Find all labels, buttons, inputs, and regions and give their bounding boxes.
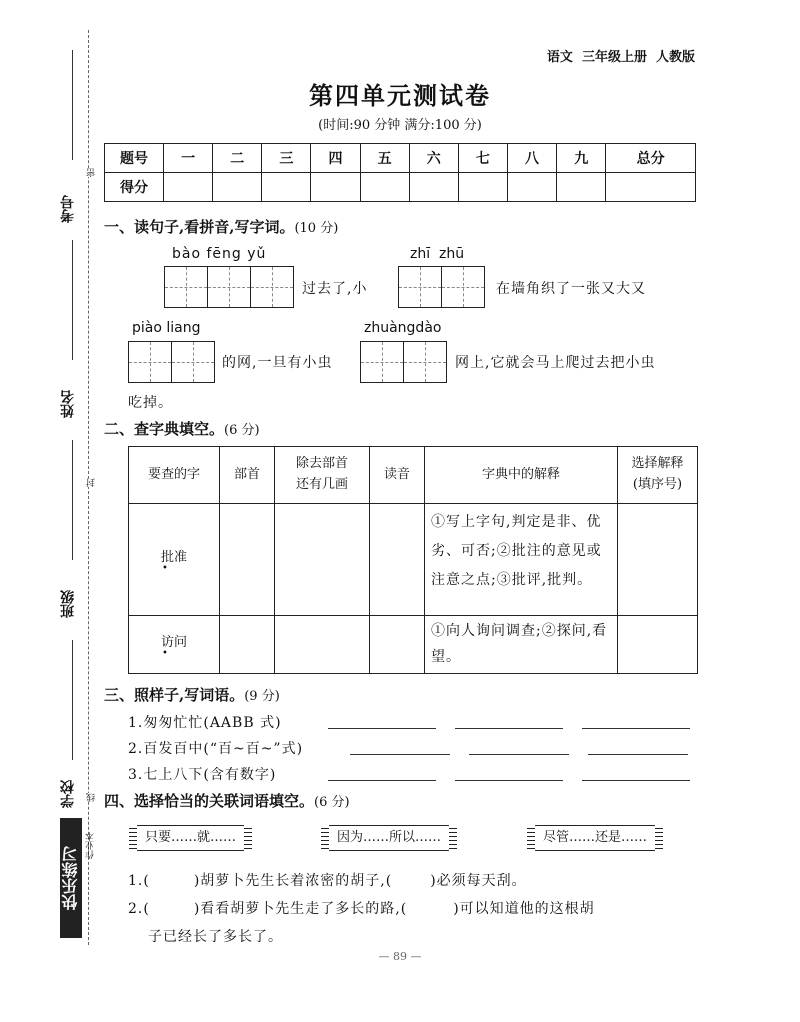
dict-h-radical: 部首 <box>220 447 275 504</box>
score-header: 题号 <box>105 144 164 173</box>
s1-text-3: 的网,一旦有小虫 <box>222 355 333 371</box>
q2-mid: )看看胡萝卜先生走了多长的路,( <box>193 901 408 917</box>
series-info: 语文 三年级上册 人教版 <box>546 50 695 65</box>
score-cell[interactable] <box>262 173 311 202</box>
dict-header-row <box>129 447 698 504</box>
dict-h-strokes <box>275 447 370 504</box>
dict-h-word: 要查的字 <box>129 447 220 504</box>
score-label: 得分 <box>105 173 164 202</box>
answer-blank[interactable] <box>588 740 688 755</box>
dict-h-choice-b: (填序号) <box>632 477 683 492</box>
s4-q2 <box>128 898 595 918</box>
score-col: 三 <box>262 144 311 173</box>
q1-open: 1.( <box>128 873 150 889</box>
sec4-title <box>104 790 350 811</box>
score-col: 九 <box>557 144 606 173</box>
pinyin-2: zhī zhū <box>410 246 465 262</box>
dict-h-choice-a: 选择解释 <box>631 456 684 472</box>
brand-sub: 作业本 <box>86 832 96 859</box>
sec1-title <box>104 216 338 237</box>
answer-grid-2[interactable] <box>398 266 485 308</box>
label-kaohao: 考号 <box>60 195 76 223</box>
dict-cell[interactable] <box>220 616 275 674</box>
score-row-blank <box>105 173 696 202</box>
s1-text-1: 过去了,小 <box>302 281 368 297</box>
answer-blank[interactable] <box>455 766 563 781</box>
option-yinwei: 因为……所以…… <box>326 825 452 851</box>
dict-cell[interactable] <box>618 616 698 674</box>
dict-cell[interactable] <box>370 616 425 674</box>
sec4-title-text: 四、选择恰当的关联词语填空。 <box>104 792 315 810</box>
emphasis-dot: • <box>162 648 168 659</box>
option-zhiyao: 只要……就…… <box>134 825 247 851</box>
dict-word-text: 批准 <box>160 550 187 565</box>
margin-line-2 <box>72 240 73 360</box>
dict-row-1 <box>129 504 698 616</box>
score-cell[interactable] <box>606 173 696 202</box>
score-cell[interactable] <box>557 173 606 202</box>
dict-h-choice <box>618 447 698 504</box>
seal-xian: 线 <box>87 793 97 802</box>
answer-blank[interactable] <box>328 766 436 781</box>
score-col-total: 总分 <box>606 144 696 173</box>
q2-open: 2.( <box>128 901 150 917</box>
sec2-points: (6 分) <box>224 423 260 438</box>
sec1-points: (10 分) <box>294 221 339 236</box>
s1-text-5: 吃掉。 <box>128 395 173 411</box>
answer-blank[interactable] <box>582 766 690 781</box>
answer-grid-3[interactable] <box>128 341 215 383</box>
brand-text: 快乐练习 <box>61 846 80 910</box>
label-banji: 班级 <box>60 590 76 618</box>
score-col: 七 <box>458 144 507 173</box>
sec2-title-text: 二、查字典填空。 <box>104 420 225 438</box>
score-col: 一 <box>164 144 213 173</box>
sec1-title-text: 一、读句子,看拼音,写字词。 <box>104 218 295 236</box>
score-col: 六 <box>409 144 458 173</box>
score-cell[interactable] <box>409 173 458 202</box>
sec3-title <box>104 684 280 705</box>
s3-blanks-1 <box>328 714 690 733</box>
option-jinguan: 尽管……还是…… <box>532 825 658 851</box>
page-number: — 89 — <box>378 950 422 963</box>
dict-h-strokes-b: 还有几画 <box>295 477 348 492</box>
label-xingming: 姓名 <box>60 390 76 418</box>
score-col: 八 <box>507 144 556 173</box>
score-cell[interactable] <box>458 173 507 202</box>
seal-feng: 封 <box>87 478 97 487</box>
margin-line-4 <box>72 640 73 760</box>
sec3-points: (9 分) <box>244 689 280 704</box>
dict-row-2 <box>129 616 698 674</box>
dict-def-1: ①写上字句,判定是非、优劣、可否;②批注的意见或注意之点;③批评,批判。 <box>425 504 618 616</box>
q1-mid: )胡萝卜先生长着浓密的胡子,( <box>193 873 393 889</box>
dict-cell[interactable] <box>370 504 425 616</box>
dict-h-strokes-a: 除去部首 <box>295 456 348 472</box>
answer-blank[interactable] <box>455 714 563 729</box>
q2-end: )可以知道他的这根胡 <box>453 901 595 917</box>
answer-blank[interactable] <box>350 740 450 755</box>
answer-blank[interactable] <box>582 714 690 729</box>
score-col: 二 <box>213 144 262 173</box>
s3-item-3: 3.七上八下(含有数字) <box>128 767 277 783</box>
dict-h-reading: 读音 <box>370 447 425 504</box>
s1-text-4: 网上,它就会马上爬过去把小虫 <box>455 355 656 371</box>
page-subtitle: (时间:90 分钟 满分:100 分) <box>318 118 482 133</box>
dict-cell[interactable] <box>618 504 698 616</box>
margin-line-3 <box>72 440 73 560</box>
score-cell[interactable] <box>213 173 262 202</box>
dict-cell[interactable] <box>275 616 370 674</box>
dictionary-table <box>128 446 698 674</box>
s3-blanks-2 <box>350 740 688 759</box>
dict-def-2: ①向人询问调查;②探问,看望。 <box>425 616 618 674</box>
answer-grid-1[interactable] <box>164 266 294 308</box>
score-col: 五 <box>360 144 409 173</box>
s3-blanks-3 <box>328 766 690 785</box>
dict-word-text: 访问 <box>160 635 187 650</box>
sec3-title-text: 三、照样子,写词语。 <box>104 686 245 704</box>
sec2-title <box>104 418 260 439</box>
score-cell[interactable] <box>360 173 409 202</box>
s3-item-1: 1.匆匆忙忙(AABB 式) <box>128 715 282 731</box>
answer-blank[interactable] <box>328 714 436 729</box>
s4-q1 <box>128 870 527 890</box>
page-title: 第四单元测试卷 <box>309 82 491 110</box>
s4-q2-cont: 子已经长了多长了。 <box>148 929 283 945</box>
score-cell[interactable] <box>311 173 360 202</box>
score-table <box>104 143 696 202</box>
s1-text-2: 在墙角织了一张又大又 <box>496 281 646 297</box>
sec4-points: (6 分) <box>314 795 350 810</box>
brand-logo <box>60 818 82 938</box>
dict-word-fangwen <box>129 616 220 674</box>
pinyin-4: zhuàngdào <box>364 320 442 336</box>
score-cell[interactable] <box>507 173 556 202</box>
dict-word-pizhun <box>129 504 220 616</box>
score-cell[interactable] <box>164 173 213 202</box>
score-col: 四 <box>311 144 360 173</box>
q1-end: )必须每天刮。 <box>430 873 527 889</box>
s3-item-2: 2.百发百中(“百~百~”式) <box>128 741 304 757</box>
pinyin-1: bào fēng yǔ <box>172 246 267 262</box>
pinyin-3: piào liang <box>132 320 201 336</box>
emphasis-dot: • <box>162 563 168 574</box>
dict-cell[interactable] <box>220 504 275 616</box>
answer-grid-4[interactable] <box>360 341 447 383</box>
dict-cell[interactable] <box>275 504 370 616</box>
seal-mi: 密 <box>87 168 97 177</box>
score-row-numbers <box>105 144 696 173</box>
dict-h-definition: 字典中的解释 <box>425 447 618 504</box>
label-xuexiao: 学校 <box>60 780 76 808</box>
answer-blank[interactable] <box>469 740 569 755</box>
